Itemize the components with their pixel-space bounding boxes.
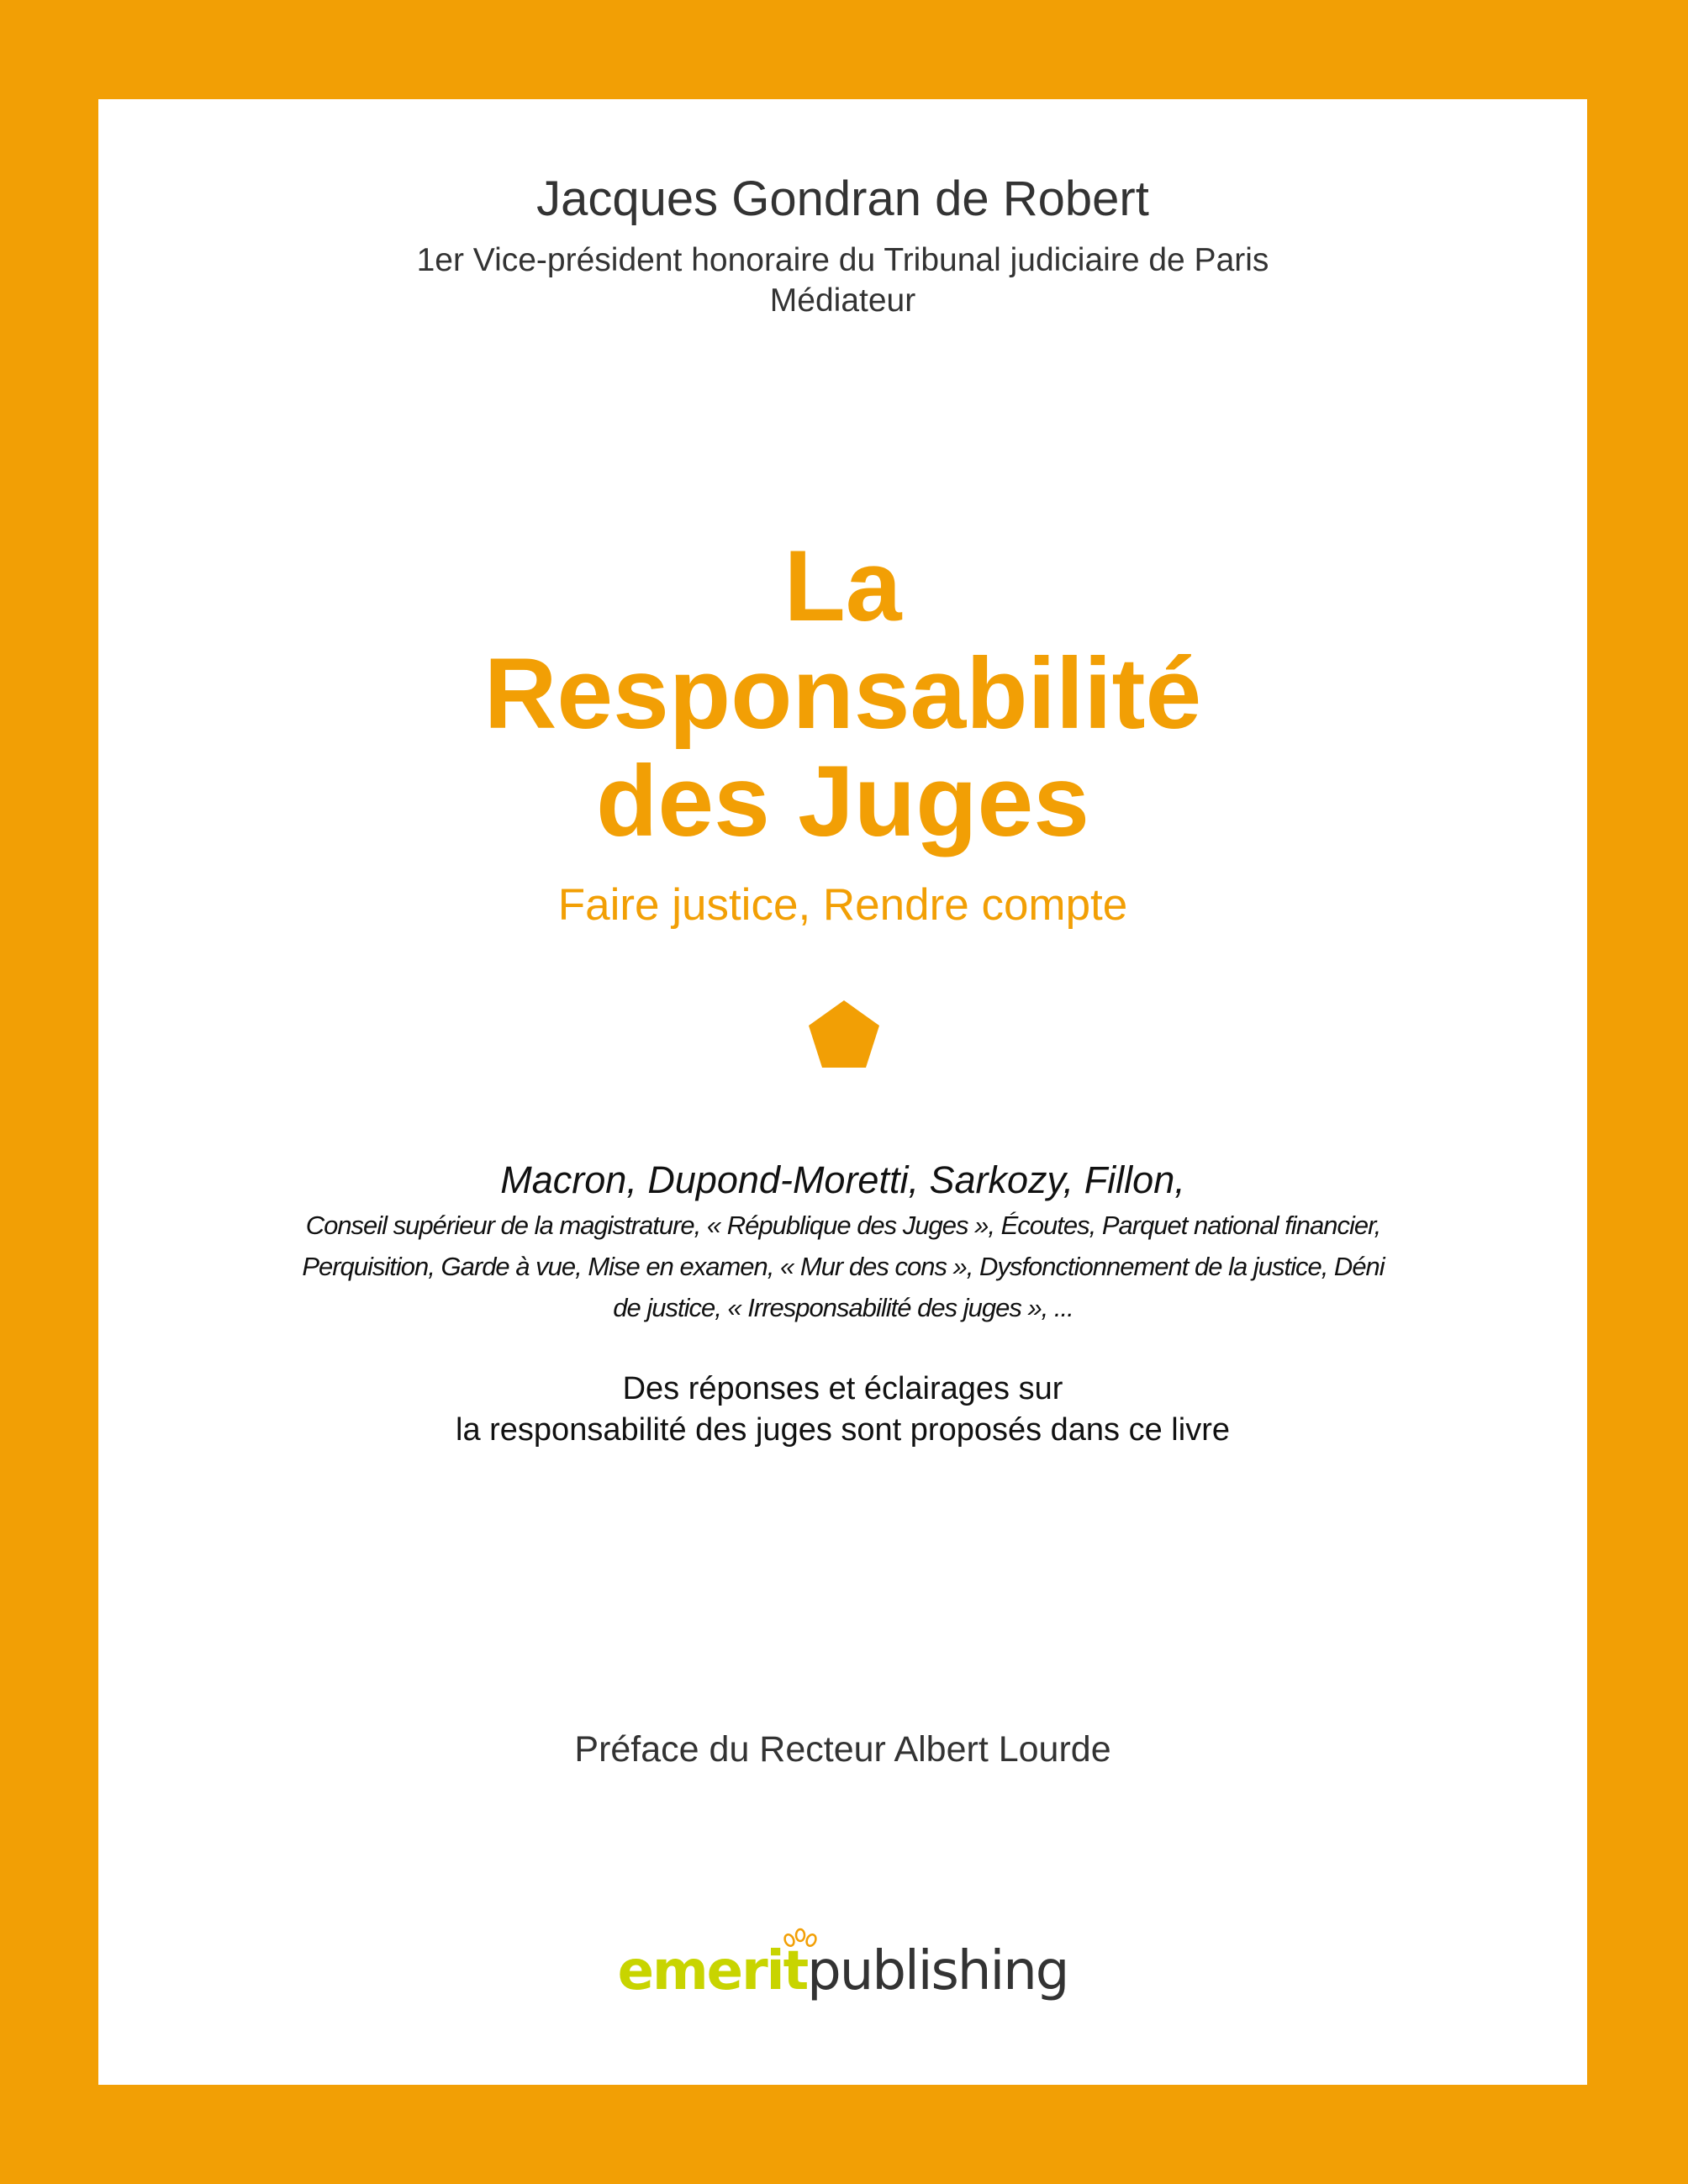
book-title [98,532,1587,855]
author-role-line1: 1er Vice-président honoraire du Tribunal judiciaire de Paris [416,242,1269,278]
author-role-line2: Médiateur [769,282,916,319]
book-title-line2: Responsabilité [483,637,1202,750]
publisher-logo [98,1936,1587,2007]
keywords-names: Macron, Dupond-Moretti, Sarkozy, Fillon, [500,1158,1185,1201]
preface-text: Préface du Recteur Albert Lourde [574,1729,1111,1770]
publisher-logo-emerit [618,1940,808,2002]
keywords-topics: Conseil supérieur de la magistrature, « République des Juges », Écoutes, Parquet national financier, Perquisition, Garde à vue, Mise en examen, « Mur des cons », Dysfonctionnement de la justice, Déni de justice, « Irresponsabilité des juges », ... [302,1211,1385,1322]
publisher-publishing-text: publishing [807,1940,1068,2002]
answers-line2: la responsabilité des juges sont proposés dans ce livre [456,1412,1230,1448]
author-role [98,240,1587,321]
book-subtitle: Faire justice, Rendre compte [557,880,1128,930]
answers-text [98,1369,1587,1451]
book-title-line3: des Juges [596,745,1089,857]
book-title-line1: La [783,530,902,642]
cover-page [98,99,1587,2085]
pentagon-ornament-icon [809,997,879,1068]
leaves-icon [783,1927,818,1949]
author-name: Jacques Gondran de Robert [536,171,1149,226]
publisher-emerit-text: emerit [617,1940,808,2002]
answers-line1: Des réponses et éclairages sur [622,1371,1063,1406]
